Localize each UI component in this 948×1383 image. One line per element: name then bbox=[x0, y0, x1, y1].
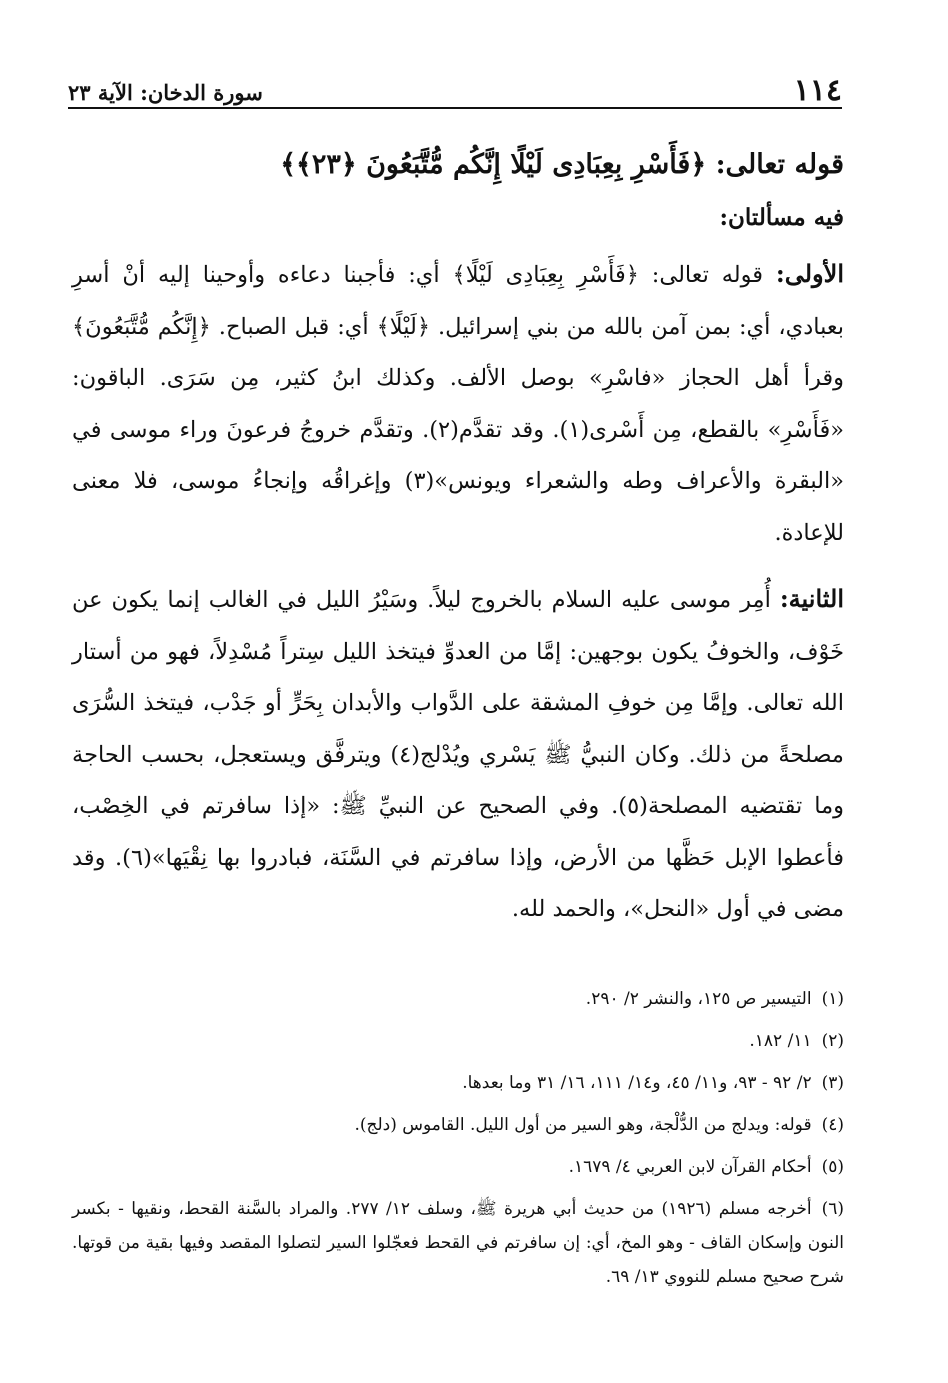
page-header bbox=[68, 72, 842, 106]
footnote-number: (٦) bbox=[821, 1199, 844, 1219]
verse-heading bbox=[72, 140, 844, 196]
main-text bbox=[72, 140, 844, 950]
footnotes bbox=[72, 978, 844, 1294]
verse-intro: قوله تعالى: bbox=[715, 149, 844, 180]
paragraph-text: قوله تعالى: ﴿فَأَسْرِ بِعِبَادِى لَيْلًا﴾ أي: فأجبنا دعاءه وأوحينا إليه أنْ أسرِ بعبادي، أي: بمن آمن بالله من بني إسرائيل. ﴿لَيْلًا﴾ أي: قبل الصباح. ﴿إِنَّكُم مُّتَّبَعُونَ﴾ وقرأ أهل الحجاز «فاسْرِ» بوصل الألف. وكذلك ابنُ كثير، مِن سَرَى. الباقون: «فَأَسْرِ» بالقطع، مِن أَسْرى(١). وقد تقدَّم(٢). وتقدَّم خروجُ فرعونَ وراء موسى في «البقرة والأعراف وطه والشعراء ويونس»(٣) وإغراقُه وإنجاءُ موسى، فلا معنى للإعادة. bbox=[72, 262, 844, 546]
footnote bbox=[72, 1020, 844, 1062]
footnote bbox=[72, 1146, 844, 1188]
paragraph-lead: الثانية: bbox=[779, 584, 844, 613]
paragraph-lead: الأولى: bbox=[775, 259, 844, 288]
footnote bbox=[72, 1192, 844, 1294]
header-rule bbox=[68, 107, 842, 109]
footnote-number: (٥) bbox=[821, 1157, 844, 1177]
footnote bbox=[72, 1062, 844, 1104]
footnote-text: ٢/ ٩٢ - ٩٣، و١١/ ٤٥، و١٤/ ١١١، ١٦/ ٣١ وما بعدها. bbox=[462, 1073, 812, 1093]
footnote-text: أحكام القرآن لابن العربي ٤/ ١٦٧٩. bbox=[568, 1157, 812, 1177]
page-number: ١١٤ bbox=[793, 73, 842, 108]
footnote bbox=[72, 978, 844, 1020]
footnote-number: (٢) bbox=[821, 1031, 844, 1051]
paragraph-text: أُمِر موسى عليه السلام بالخروج ليلاً. وسَيْرُ الليل في الغالب إنما يكون عن خَوْف، والخوفُ يكون بوجهين: إمَّا من العدوِّ فيتخذ الليل سِتراً مُسْدِلاً، فهو من أستار الله تعالى. وإمَّا مِن خوفِ المشقة على الدَّواب والأبدان بِحَرٍّ أو جَدْب، فيتخذ السُّرَى مصلحةً من ذلك. وكان النبيُّ ﷺ يَسْري ويُدْلج(٤) ويترفَّق ويستعجل، بحسب الحاجة وما تقتضيه المصلحة(٥). وفي الصحيح عن النبيِّ ﷺ: «إذا سافرتم في الخِصْب، فأعطوا الإبل حَظَّها من الأرض، وإذا سافرتم في السَّنَة، فبادروا بها نِقْيَها»(٦). وقد مضى في أول «النحل»، والحمد لله. bbox=[72, 587, 845, 922]
footnote-text: التيسير ص ١٢٥، والنشر ٢/ ٢٩٠. bbox=[585, 989, 812, 1009]
section-subheading: فيه مسألتان: bbox=[719, 204, 844, 231]
verse-text: ﴿فَأَسْرِ بِعِبَادِى لَيْلًا إِنَّكُم مُّتَّبَعُونَ ﴿٢٣﴾﴾ bbox=[280, 149, 707, 180]
paragraph-second bbox=[72, 573, 844, 936]
footnote-number: (١) bbox=[821, 989, 844, 1009]
footnote-text: قوله: ويدلج من الدُّلْجة، وهو السير من أول الليل. القاموس (دلج). bbox=[354, 1115, 812, 1135]
footnote bbox=[72, 1104, 844, 1146]
running-title: سورة الدخان: الآية ٢٣ bbox=[68, 80, 263, 105]
footnote-number: (٣) bbox=[821, 1073, 844, 1093]
footnote-text: أخرجه مسلم (١٩٢٦) من حديث أبي هريرة ﷺ، وسلف ١٢/ ٢٧٧. والمراد بالسَّنة القحط، ونقيها - بكسر النون وإسكان القاف - وهو المخ، أي: إن سافرتم في القحط فعجّلوا السير لتصلوا المقصد وفيها بقية من قوتها. شرح صحيح مسلم للنووي ١٣/ ٦٩. bbox=[72, 1199, 844, 1287]
footnote-text: ١١/ ١٨٢. bbox=[749, 1031, 812, 1051]
paragraph-first bbox=[72, 248, 844, 559]
footnote-number: (٤) bbox=[821, 1115, 844, 1135]
